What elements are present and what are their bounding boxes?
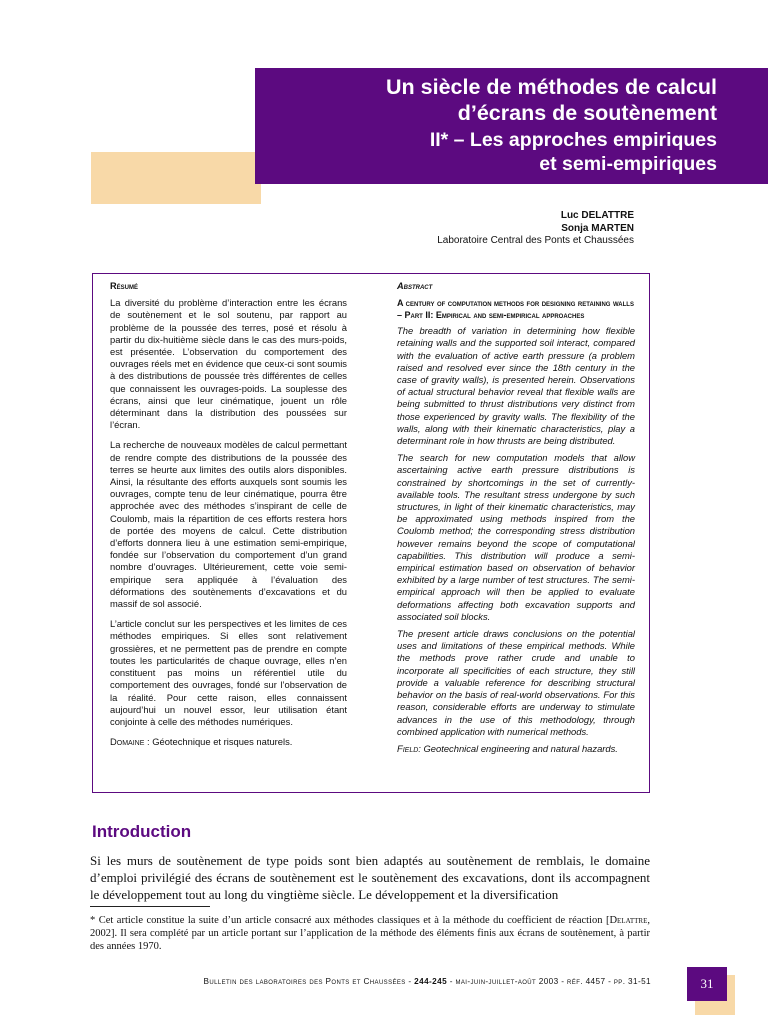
issue-number: 244-245 — [414, 977, 448, 986]
title-line-1: Un siècle de méthodes de calcul — [386, 75, 717, 99]
subtitle-line-2: et semi-empiriques — [539, 153, 717, 175]
domain-value: : Géotechnique et risques naturels. — [144, 736, 293, 748]
abstract-paragraph: The search for new computation models that allow ascertaining active earth pressure distributions is constrained by shortcomings in the set of currently-available tools. The resultant stress undergone by such structures, in light of their kinematic characteristics, may be approximated using methods inspired from the Coulomb method; the corresponding stress distribution however remains beyond the scope of computational capabilities. This distribution will produce a semi-empirical estimation based on observation of behavior exhibited by a large number of test structures. The semi-empirical approach will then be applied to evaluate deformations affecting both excavation supports and associated soil blocks. — [397, 452, 635, 622]
abstract-box — [92, 273, 650, 793]
footnote-divider — [90, 906, 210, 907]
footnote-text: , 2002]. Il sera complété par un article portant sur l’application de la méthode des éléments finis aux écrans de soutènement, à partir des années 1970. — [90, 915, 650, 952]
body-text: Si les murs de soutènement de type poids sont bien adaptés au soutènement de remblais, le domaine d’emploi privilégié des écrans de soutènement est le soutènement des excavations, dont ils accompagnent le développement tout au long du vingtième siècle. Le développement et la diversification — [90, 853, 650, 902]
abstract-column — [397, 280, 635, 760]
abstract-paragraph: The breadth of variation in determining how flexible retaining walls and the supported soil interact, compared with the evaluation of active earth pressure (a problem raised and resolved ever since the 18th century in the case of gravity walls), is presented herein. Observations of actual structural behavior reveal that flexible walls are being submitted to thrust distributions very distinct from those experienced by gravity walls. The flexibility of the walls, along with their kinematic characteristics, play a determinant role in how thrusts are being distributed. — [397, 325, 635, 447]
title-block — [255, 68, 768, 184]
footnote — [90, 914, 650, 953]
header-accent-bar — [91, 152, 261, 204]
journal-name: Bulletin des laboratoires des Ponts et Chaussées - — [203, 977, 415, 986]
resume-paragraph: La recherche de nouveaux modèles de calcul permettant de rendre compte des distributions de la poussée des terres se heurte aux limites des outils alors disponibles. Ainsi, la résultante des efforts auxquels sont soumis les ouvrages, compte tenu de leur cinématique, pourra être approchée avec des méthodes s’inspirant de celle de Coulomb, mais la répartition de ces efforts restera hors de portée des moyens de calcul. Cette distribution d’efforts donnera lieu à une estimation semi-empirique, fondée sur l’observation du comportement d’un grand nombre d’ouvrages. Ultérieurement, cette voie semi-empirique sera appliquée à l’évaluation des déformations des soutènements d’excavations et du massif de sol associé. — [110, 439, 347, 610]
article-title — [386, 74, 717, 126]
resume-paragraph: La diversité du problème d’interaction entre les écrans de soutènement et le sol soutenu, par rapport au problème de la poussée des terres, posé et résolu à partir du dix-huitième siècle dans le cas des murs-poids, est présentée. L’observation du comportement des ouvrages réels met en évidence que ceux-ci sont soumis à des distributions de poussée très différentes de celles que connaissent les ouvrages-poids. La souplesse des écrans, ainsi que leur cinématique, jouent un rôle déterminant dans la distribution des poussées sur l’écran. — [110, 297, 347, 431]
abstract-paragraph: The present article draws conclusions on the potential uses and limitations of these empirical methods. While the methods prove rather crude and unable to incorporate all specificities of each structure, they still provide a valuable reference for describing structural behavior on the basis of real-world observations. For this reason, considerable efforts are underway to stimulate advances in the use of this methodology, through combined application with numerical methods. — [397, 628, 635, 737]
resume-paragraph: L’article conclut sur les perspectives et les limites de ces méthodes empiriques. Si elles sont relativement grossières, et ne permettent pas de prendre en compte toutes les particularités de chaque ouvrage, elles n’en constituent pas moins un référentiel utile du comportement des ouvrages, fondé sur l’observation de la réalité. Pour cette raison, elles connaissent aujourd’hui un nouvel essor, leur utilisation étant conjointe à celle des méthodes numériques. — [110, 618, 347, 727]
journal-footer — [140, 977, 651, 986]
domain-label: Domaine — [110, 736, 145, 748]
issue-details: - mai-juin-juillet-août 2003 - réf. 4457 - pp. 31-51 — [447, 977, 651, 986]
author-name: Sonja MARTEN — [561, 222, 634, 234]
author-name: Luc DELATTRE — [560, 210, 634, 221]
resume-domain — [110, 736, 347, 748]
title-line-2: d’écrans de soutènement — [457, 101, 717, 125]
abstract-field — [397, 743, 635, 755]
resume-heading: Résumé — [110, 281, 138, 291]
page-number: 31 — [687, 967, 727, 1001]
field-value: : Geotechnical engineering and natural hazards. — [418, 742, 618, 754]
field-label: Field — [397, 742, 419, 754]
footnote-text: * Cet article constitue la suite d’un article consacré aux méthodes classiques et à la méthode du coefficient de réaction [ — [90, 915, 610, 926]
article-subtitle — [430, 128, 717, 176]
affiliation: Laboratoire Central des Ponts et Chaussées — [437, 235, 634, 246]
abstract-title: A century of computation methods for designing retaining walls – Part II: Empirical and semi-empirical approaches — [397, 298, 634, 321]
author-block — [437, 210, 634, 248]
resume-column — [110, 280, 347, 756]
footnote-reference: Delattre — [609, 915, 648, 926]
subtitle-line-1: II* – Les approches empiriques — [429, 129, 717, 151]
section-heading: Introduction — [92, 822, 192, 841]
abstract-heading: Abstract — [397, 281, 433, 291]
